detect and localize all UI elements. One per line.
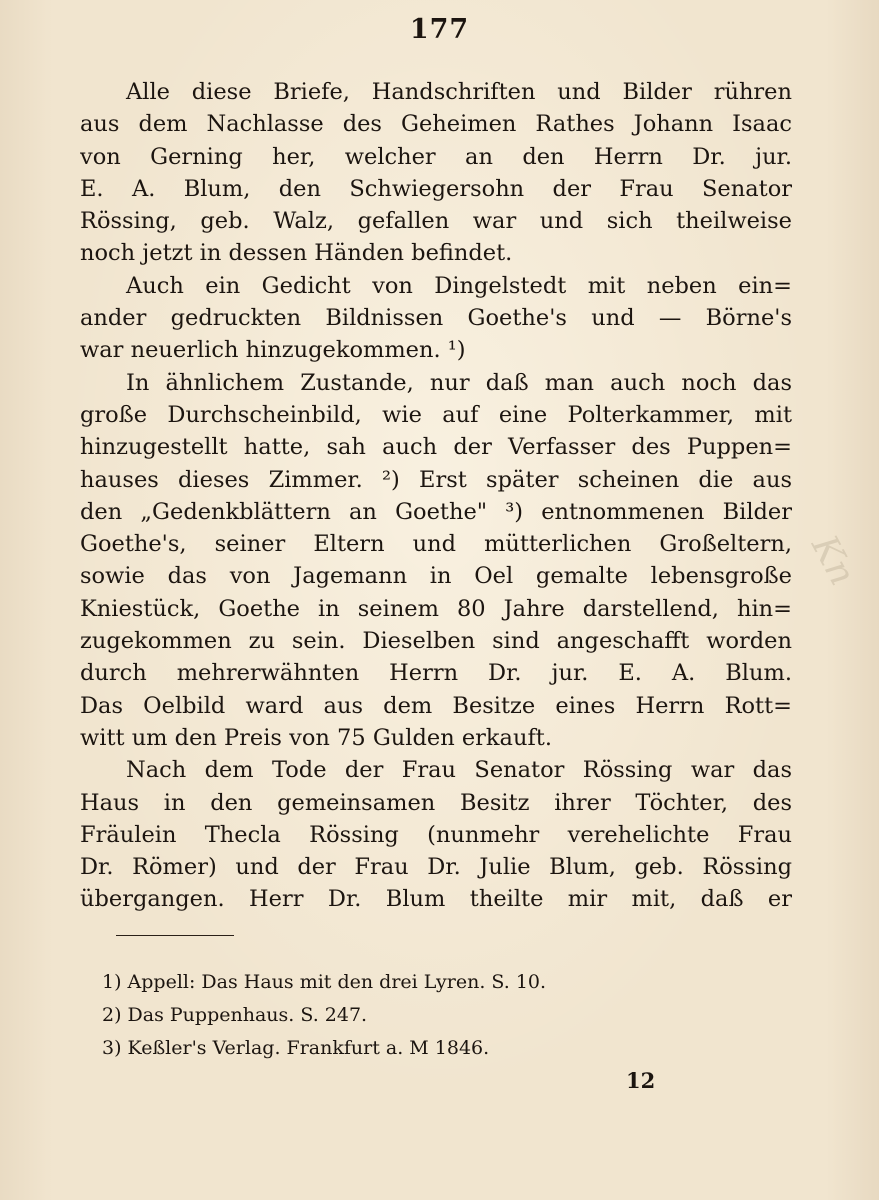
text-line: sowie das von Jagemann in Oel gemalte lebensgroße — [80, 563, 792, 590]
text-line: In ähnlichem Zustande, nur daß man auch noch das — [126, 369, 792, 396]
footnotes — [102, 966, 722, 1065]
text-line: Das Oelbild ward aus dem Besitze eines Herrn Rott= — [80, 692, 792, 719]
footnote: 2) Das Puppenhaus. S. 247. — [102, 1004, 368, 1026]
text-line: hauses dieses Zimmer. ²) Erst später scheinen die aus — [80, 466, 792, 493]
margin-pencil-note: Kn — [803, 528, 863, 593]
text-line: durch mehrerwähnten Herrn Dr. jur. E. A. Blum. — [80, 660, 792, 687]
text-line: Rössing, geb. Walz, gefallen war und sich theilweise — [80, 208, 792, 235]
text-line: witt um den Preis von 75 Gulden erkauft. — [80, 724, 552, 751]
text-line: Kniestück, Goethe in seinem 80 Jahre darstellend, hin= — [80, 595, 792, 622]
text-line: hinzugestellt hatte, sah auch der Verfasser des Puppen= — [80, 434, 792, 461]
footnote: 3) Keßler's Verlag. Frankfurt a. M 1846. — [102, 1037, 490, 1059]
text-line: übergangen. Herr Dr. Blum theilte mir mit, daß er — [80, 886, 792, 913]
text-line: noch jetzt in dessen Händen befindet. — [80, 240, 513, 267]
text-line: den „Gedenkblättern an Goethe" ³) entnommenen Bilder — [80, 498, 792, 525]
text-line: Nach dem Tode der Frau Senator Rössing war das — [126, 757, 792, 784]
text-line: Fräulein Thecla Rössing (nunmehr verehelichte Frau — [80, 821, 792, 848]
text-line: von Gerning her, welcher an den Herrn Dr. jur. — [80, 143, 792, 170]
text-line: Dr. Römer) und der Frau Dr. Julie Blum, geb. Rössing — [80, 854, 792, 881]
page-number: 177 — [409, 14, 470, 45]
text-line: aus dem Nachlasse des Geheimen Rathes Johann Isaac — [80, 111, 792, 138]
text-line: große Durchscheinbild, wie auf eine Polterkammer, mit — [80, 401, 792, 428]
text-line: Haus in den gemeinsamen Besitz ihrer Töchter, des — [80, 789, 792, 816]
text-line: E. A. Blum, den Schwiegersohn der Frau Senator — [80, 175, 792, 202]
text-line: zugekommen zu sein. Dieselben sind angeschafft worden — [80, 628, 792, 655]
text-line: Auch ein Gedicht von Dingelstedt mit neben ein= — [126, 272, 792, 299]
footnote: 1) Appell: Das Haus mit den drei Lyren. S. 10. — [102, 971, 547, 993]
body-text — [80, 76, 792, 916]
footnote-divider — [116, 935, 234, 936]
signature-mark: 12 — [626, 1068, 656, 1093]
text-line: Goethe's, seiner Eltern und mütterlichen Großeltern, — [80, 531, 792, 558]
text-line: ander gedruckten Bildnissen Goethe's und — Börne's — [80, 305, 792, 332]
text-line: Alle diese Briefe, Handschriften und Bilder rühren — [126, 79, 792, 105]
text-line: war neuerlich hinzugekommen. ¹) — [80, 337, 466, 364]
